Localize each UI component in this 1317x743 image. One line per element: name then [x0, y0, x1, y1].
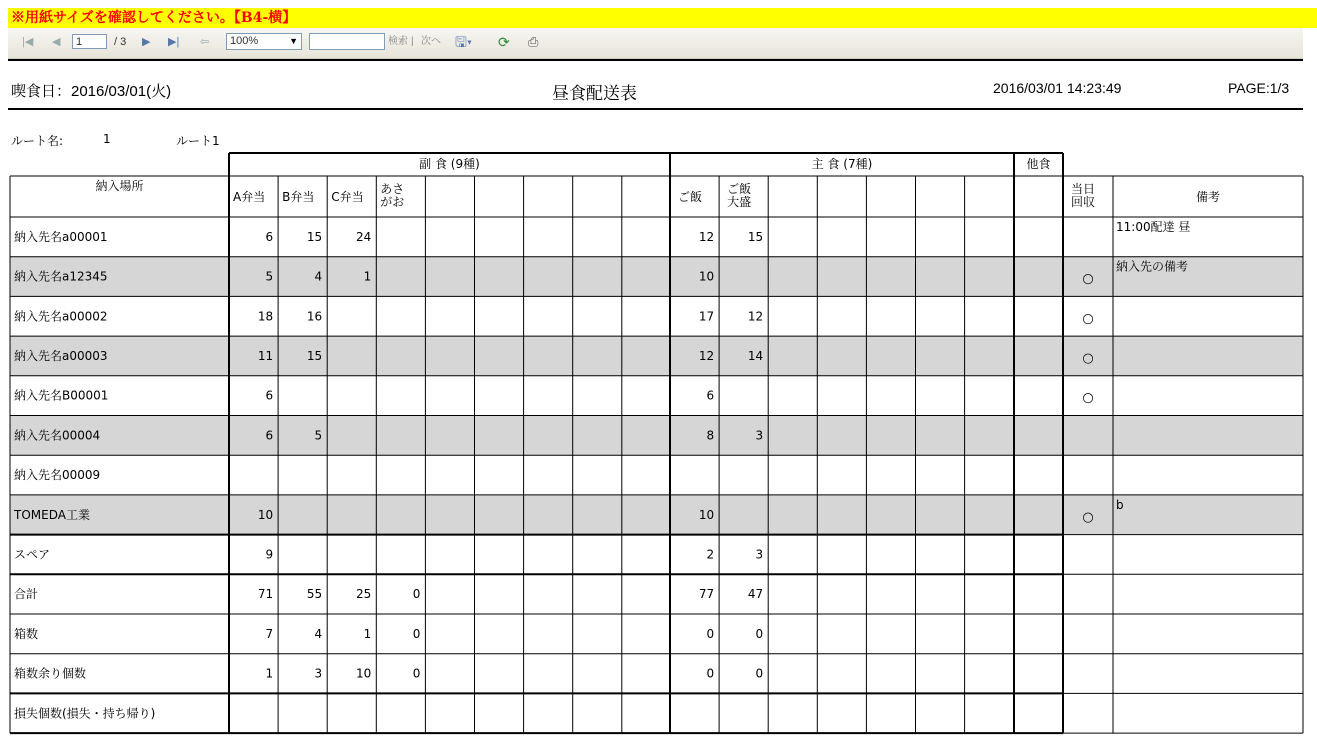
main-column-header: ご飯 [678, 190, 703, 204]
place-header: 納入場所 [95, 179, 144, 193]
main-qty-cell: 0 [706, 626, 715, 641]
last-page-icon[interactable]: ▶| [168, 36, 180, 48]
toolbar-separator: | [411, 36, 414, 47]
row-place-name: 納入先名a00002 [14, 309, 108, 324]
main-qty-cell: 77 [698, 587, 715, 602]
main-qty-cell: 12 [747, 309, 764, 324]
collect-mark: ○ [1082, 390, 1094, 406]
remarks-header: 備考 [1195, 190, 1221, 204]
first-page-icon[interactable]: |◀ [22, 36, 34, 48]
side-qty-cell: 15 [306, 229, 323, 244]
side-qty-cell: 5 [265, 269, 274, 284]
remarks-cell: b [1116, 497, 1124, 512]
side-qty-cell: 16 [306, 309, 323, 324]
row-place-name: 箱数 [14, 626, 39, 641]
side-column-header: あさがお [380, 182, 405, 209]
side-qty-cell: 25 [356, 587, 372, 602]
side-qty-cell: 0 [412, 666, 421, 681]
route-name: ルート1 [176, 134, 220, 148]
refresh-icon[interactable]: ⟳ [498, 34, 510, 50]
main-qty-cell: 15 [747, 229, 764, 244]
collect-mark: ○ [1082, 350, 1094, 366]
side-qty-cell: 6 [265, 428, 274, 443]
find-link[interactable]: 検索 [388, 36, 408, 47]
side-qty-cell: 4 [314, 269, 323, 284]
row-place-name: スペア [14, 547, 51, 562]
paper-size-warning-banner: ※用紙サイズを確認してください。【B4-横】 [8, 8, 1317, 28]
main-qty-cell: 0 [706, 666, 715, 681]
side-qty-cell: 7 [265, 626, 274, 641]
row-place-name: 納入先名a00003 [14, 348, 108, 363]
main-qty-cell: 2 [706, 547, 715, 562]
side-dish-group-header: 副 食 (9種) [419, 157, 480, 171]
side-qty-cell: 6 [265, 229, 274, 244]
row-place-name: 納入先名a12345 [14, 269, 108, 284]
main-qty-cell: 3 [755, 547, 764, 562]
row-place-name: 損失個数(損失・持ち帰り) [14, 706, 156, 721]
side-qty-cell: 15 [306, 348, 323, 363]
previous-page-icon[interactable]: ◀ [52, 36, 61, 48]
row-place-name: 納入先名00009 [14, 468, 101, 483]
chevron-down-icon: ▼ [289, 36, 298, 46]
side-column-header: B弁当 [282, 190, 315, 204]
route-number: 1 [103, 132, 111, 146]
side-qty-cell: 10 [356, 666, 372, 681]
main-qty-cell: 0 [755, 666, 764, 681]
print-icon[interactable]: ⎙ [528, 34, 539, 49]
page-indicator: PAGE:1/3 [1228, 80, 1290, 96]
collect-mark: ○ [1082, 271, 1094, 287]
row-place-name: 納入先名a00001 [14, 229, 108, 244]
row-shading [10, 495, 1303, 535]
side-qty-cell: 1 [363, 626, 372, 641]
main-qty-cell: 17 [698, 309, 715, 324]
main-column-header: ご飯大盛 [727, 182, 752, 209]
main-qty-cell: 14 [747, 348, 764, 363]
side-qty-cell: 71 [257, 587, 274, 602]
main-qty-cell: 12 [698, 348, 715, 363]
other-dish-group-header: 他食 [1026, 157, 1051, 171]
back-to-parent-icon[interactable]: ⇦ [200, 36, 210, 48]
total-pages-label: / 3 [114, 36, 127, 48]
main-qty-cell: 3 [755, 428, 764, 443]
side-qty-cell: 10 [257, 507, 274, 522]
side-qty-cell: 18 [257, 309, 274, 324]
row-shading [10, 257, 1303, 297]
side-qty-cell: 11 [257, 348, 274, 363]
collect-header: 当日回収 [1071, 182, 1096, 209]
row-shading [10, 416, 1303, 456]
side-qty-cell: 5 [314, 428, 323, 443]
remarks-cell: 11:00配達 昼 [1116, 220, 1191, 234]
eat-date: 喫食日：2016/03/01(火) [11, 83, 172, 100]
main-qty-cell: 0 [755, 626, 764, 641]
side-qty-cell: 6 [265, 388, 274, 403]
side-qty-cell: 9 [265, 547, 274, 562]
side-qty-cell: 0 [412, 626, 421, 641]
row-place-name: TOMEDA工業 [14, 507, 90, 522]
collect-mark: ○ [1082, 311, 1094, 327]
main-qty-cell: 10 [698, 269, 715, 284]
side-column-header: C弁当 [331, 190, 364, 204]
row-place-name: 納入先名B00001 [14, 388, 109, 403]
remarks-cell: 納入先の備考 [1116, 259, 1189, 274]
next-page-icon[interactable]: ▶ [142, 36, 151, 48]
side-qty-cell: 1 [363, 269, 372, 284]
zoom-value: 100% [230, 35, 259, 47]
side-column-header: A弁当 [233, 190, 266, 204]
route-label: ルート名: [11, 134, 64, 148]
printed-at: 2016/03/01 14:23:49 [993, 80, 1122, 96]
side-qty-cell: 1 [265, 666, 274, 681]
current-page-input[interactable]: 1 [72, 34, 107, 49]
side-qty-cell: 4 [314, 626, 323, 641]
main-qty-cell: 6 [706, 388, 715, 403]
main-qty-cell: 8 [706, 428, 715, 443]
collect-mark: ○ [1082, 509, 1094, 525]
side-qty-cell: 24 [356, 229, 372, 244]
main-qty-cell: 12 [698, 229, 715, 244]
report-title: 昼食配送表 [552, 84, 637, 103]
side-qty-cell: 3 [314, 666, 323, 681]
side-qty-cell: 0 [412, 587, 421, 602]
row-place-name: 合計 [14, 587, 39, 602]
find-next-link[interactable]: 次へ [421, 36, 441, 47]
row-place-name: 箱数余り個数 [14, 666, 87, 681]
main-qty-cell: 10 [698, 507, 715, 522]
export-icon[interactable]: 🖫▾ [455, 34, 473, 50]
side-qty-cell: 55 [306, 587, 323, 602]
row-shading [10, 336, 1303, 376]
main-qty-cell: 47 [747, 587, 764, 602]
row-place-name: 納入先名00004 [14, 428, 101, 443]
main-dish-group-header: 主 食 (7種) [811, 157, 873, 171]
